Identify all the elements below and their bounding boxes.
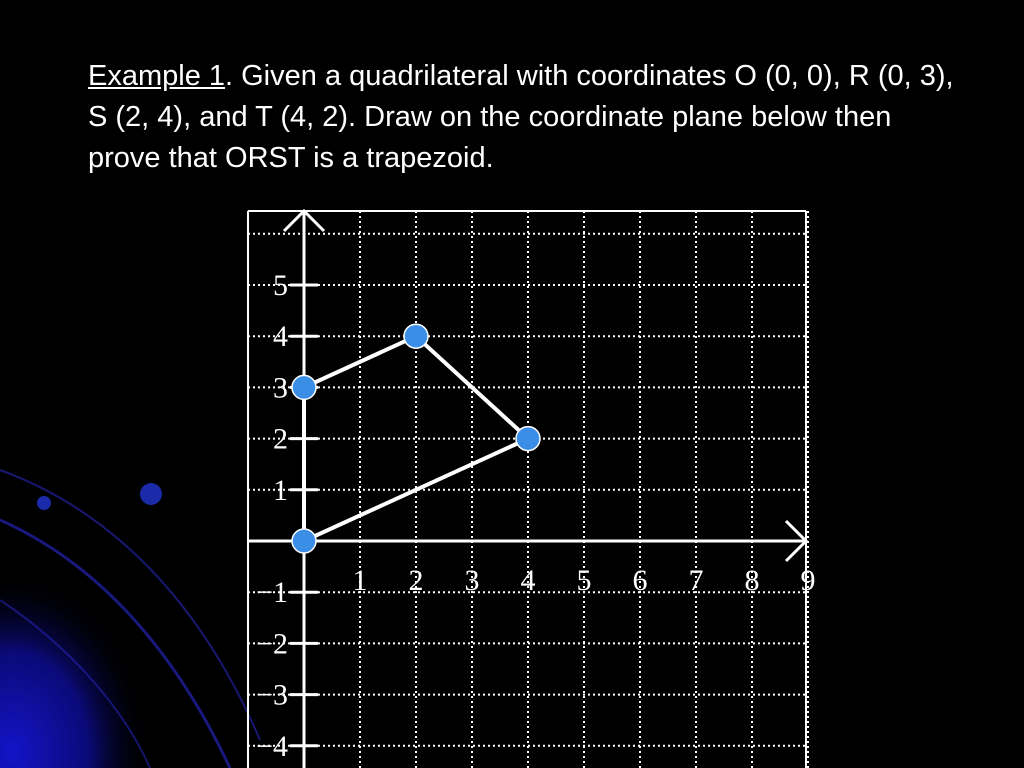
y-tick-label: 3	[273, 371, 288, 405]
vertex-point	[516, 427, 540, 451]
x-tick-label: 1	[352, 564, 368, 597]
vertex-point	[292, 375, 316, 399]
x-tick-label: 4	[520, 564, 536, 597]
y-tick-label: 4	[273, 320, 288, 354]
x-tick-label: 3	[464, 564, 480, 597]
y-tick-label: 5	[273, 269, 288, 302]
axes	[248, 211, 806, 768]
y-tick-label: 1	[273, 473, 288, 507]
grid-lines	[248, 211, 808, 768]
y-tick-label: −1	[256, 576, 288, 610]
x-tick-label: 8	[744, 564, 760, 597]
x-tick-label: 2	[408, 564, 424, 597]
y-tick-label: −3	[256, 678, 288, 712]
y-tick-label: 2	[273, 422, 288, 456]
example-label: Example 1	[88, 60, 226, 92]
y-tick-label: −2	[256, 627, 288, 661]
vertex-point	[292, 529, 316, 553]
x-tick-label: 7	[688, 564, 704, 597]
x-tick-label: 6	[632, 564, 648, 597]
tick-labels	[256, 269, 815, 763]
example-text: . Given a quadrilateral with coordinates O (0, 0), R (0, 3), S (2, 4), and T (4, 2). Draw on the coordinate plane below then prove that ORST is a trapezoid.	[88, 60, 954, 174]
x-tick-label: 9	[800, 564, 816, 597]
x-tick-label: 5	[576, 564, 592, 597]
y-tick-label: −4	[256, 729, 288, 763]
vertex-point	[404, 324, 428, 348]
